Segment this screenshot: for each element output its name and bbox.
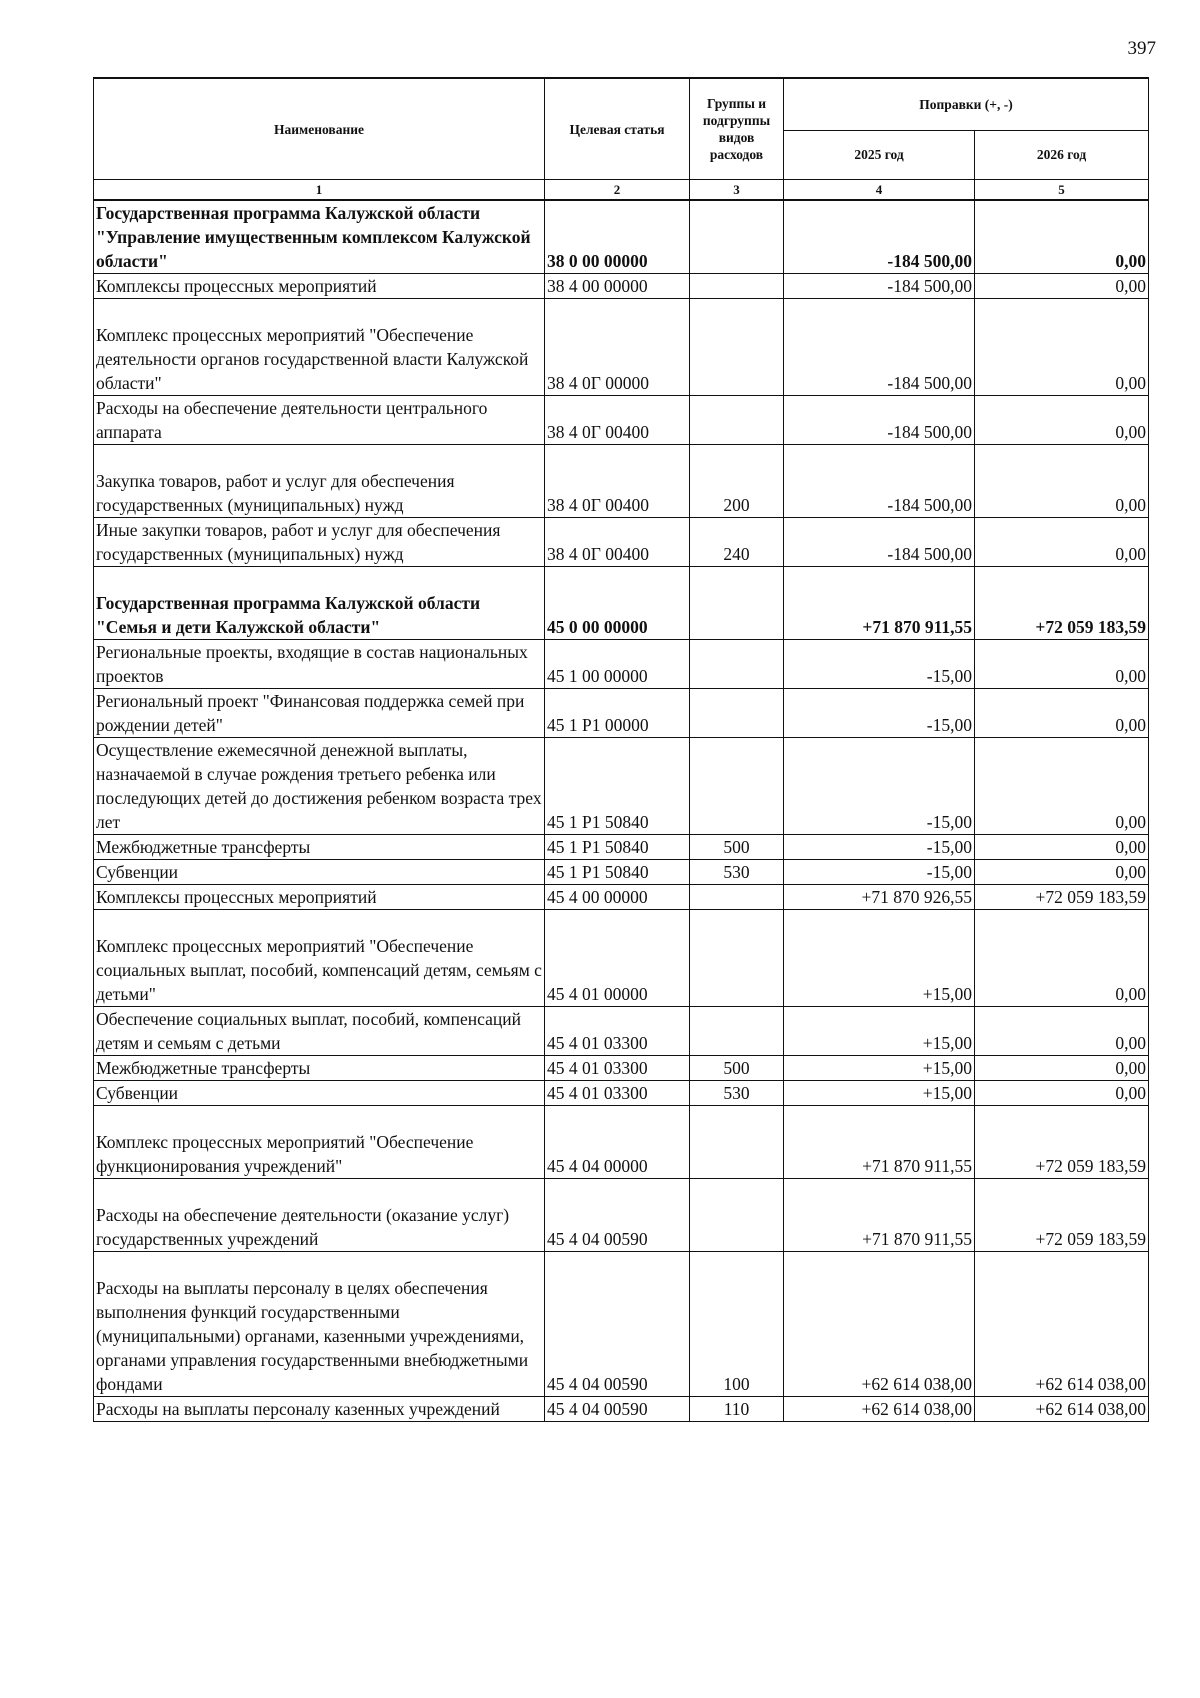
row-name: Комплексы процессных мероприятий (94, 274, 545, 299)
table-row (94, 567, 1149, 640)
table-row (94, 200, 1149, 274)
row-expense-group (690, 738, 784, 835)
row-amount-2025: -15,00 (784, 640, 975, 689)
table-row (94, 1007, 1149, 1056)
row-amount-2025: +71 870 911,55 (784, 1179, 975, 1252)
row-expense-group: 530 (690, 1081, 784, 1106)
row-name: Межбюджетные трансферты (94, 835, 545, 860)
row-expense-group: 110 (690, 1397, 784, 1422)
row-amount-2025: +15,00 (784, 1056, 975, 1081)
row-target-code: 45 4 04 00590 (545, 1179, 690, 1252)
row-name: Расходы на обеспечение деятельности (оказание услуг) государственных учреждений (94, 1179, 545, 1252)
row-expense-group: 240 (690, 518, 784, 567)
row-amount-2025: +62 614 038,00 (784, 1252, 975, 1397)
row-amount-2025: +71 870 911,55 (784, 567, 975, 640)
row-amount-2025: -184 500,00 (784, 274, 975, 299)
table-row (94, 274, 1149, 299)
row-amount-2025: -15,00 (784, 835, 975, 860)
table-row (94, 1252, 1149, 1397)
row-name: Обеспечение социальных выплат, пособий, компенсаций детям и семьям с детьми (94, 1007, 545, 1056)
row-target-code: 45 1 Р1 50840 (545, 835, 690, 860)
row-amount-2025: -184 500,00 (784, 445, 975, 518)
column-number: 2 (545, 180, 690, 201)
row-name: Субвенции (94, 860, 545, 885)
row-expense-group (690, 910, 784, 1007)
row-amount-2026: 0,00 (975, 910, 1149, 1007)
row-amount-2025: -15,00 (784, 689, 975, 738)
row-target-code: 45 1 Р1 50840 (545, 738, 690, 835)
row-name: Иные закупки товаров, работ и услуг для обеспечения государственных (муниципальных) нужд (94, 518, 545, 567)
budget-amendments-table (93, 77, 1149, 1422)
row-amount-2026: 0,00 (975, 738, 1149, 835)
row-amount-2026: 0,00 (975, 1056, 1149, 1081)
row-expense-group (690, 689, 784, 738)
table-row (94, 738, 1149, 835)
row-expense-group: 500 (690, 835, 784, 860)
row-expense-group (690, 274, 784, 299)
row-name: Межбюджетные трансферты (94, 1056, 545, 1081)
row-amount-2026: 0,00 (975, 1007, 1149, 1056)
column-number: 5 (975, 180, 1149, 201)
row-amount-2026: +72 059 183,59 (975, 1179, 1149, 1252)
row-amount-2025: -184 500,00 (784, 299, 975, 396)
row-target-code: 38 4 0Г 00000 (545, 299, 690, 396)
table-row (94, 640, 1149, 689)
row-target-code: 38 4 0Г 00400 (545, 518, 690, 567)
row-amount-2026: 0,00 (975, 299, 1149, 396)
row-target-code: 45 4 01 03300 (545, 1007, 690, 1056)
row-expense-group: 530 (690, 860, 784, 885)
table-row (94, 1397, 1149, 1422)
row-name: Расходы на обеспечение деятельности центрального аппарата (94, 396, 545, 445)
row-name: Региональные проекты, входящие в состав национальных проектов (94, 640, 545, 689)
row-target-code: 38 4 0Г 00400 (545, 445, 690, 518)
row-name: Расходы на выплаты персоналу казенных учреждений (94, 1397, 545, 1422)
row-expense-group (690, 885, 784, 910)
row-target-code: 38 4 0Г 00400 (545, 396, 690, 445)
column-number: 4 (784, 180, 975, 201)
row-expense-group (690, 200, 784, 274)
row-amount-2026: 0,00 (975, 1081, 1149, 1106)
row-expense-group (690, 640, 784, 689)
row-amount-2026: +72 059 183,59 (975, 885, 1149, 910)
row-amount-2026: 0,00 (975, 640, 1149, 689)
row-name: Осуществление ежемесячной денежной выплаты, назначаемой в случае рождения третьего ребенка или последующих детей до достижения ребенком возраста трех лет (94, 738, 545, 835)
table-row (94, 518, 1149, 567)
row-target-code: 45 4 04 00590 (545, 1397, 690, 1422)
row-target-code: 45 4 01 03300 (545, 1056, 690, 1081)
row-expense-group (690, 567, 784, 640)
header-amendments: Поправки (+, -) (784, 78, 1149, 130)
row-name: Расходы на выплаты персоналу в целях обеспечения выполнения функций государственными (муниципальными) органами, казенными учреждениями, органами управления государственными внебюджетными фондами (94, 1252, 545, 1397)
row-amount-2026: 0,00 (975, 860, 1149, 885)
row-amount-2025: -184 500,00 (784, 518, 975, 567)
row-amount-2026: 0,00 (975, 200, 1149, 274)
row-name: Субвенции (94, 1081, 545, 1106)
column-number: 3 (690, 180, 784, 201)
row-amount-2026: 0,00 (975, 274, 1149, 299)
row-amount-2026: +62 614 038,00 (975, 1252, 1149, 1397)
row-target-code: 45 1 00 00000 (545, 640, 690, 689)
row-target-code: 38 0 00 00000 (545, 200, 690, 274)
row-amount-2025: +71 870 926,55 (784, 885, 975, 910)
row-expense-group (690, 299, 784, 396)
row-target-code: 45 4 04 00000 (545, 1106, 690, 1179)
header-groups: Группы и подгруппы видов расходов (690, 78, 784, 180)
table-row (94, 910, 1149, 1007)
row-amount-2025: +71 870 911,55 (784, 1106, 975, 1179)
row-expense-group (690, 1106, 784, 1179)
row-expense-group: 500 (690, 1056, 784, 1081)
header-target: Целевая статья (545, 78, 690, 180)
row-name: Комплексы процессных мероприятий (94, 885, 545, 910)
table-row (94, 1081, 1149, 1106)
row-target-code: 45 1 Р1 50840 (545, 860, 690, 885)
row-amount-2026: +72 059 183,59 (975, 1106, 1149, 1179)
row-amount-2026: 0,00 (975, 396, 1149, 445)
row-amount-2025: +15,00 (784, 910, 975, 1007)
table-row (94, 299, 1149, 396)
table-row (94, 1106, 1149, 1179)
row-target-code: 45 4 01 03300 (545, 1081, 690, 1106)
table-row (94, 835, 1149, 860)
row-amount-2026: 0,00 (975, 445, 1149, 518)
header-year-2026: 2026 год (975, 130, 1149, 180)
table-row (94, 445, 1149, 518)
row-target-code: 45 1 Р1 00000 (545, 689, 690, 738)
row-target-code: 45 4 01 00000 (545, 910, 690, 1007)
row-expense-group (690, 396, 784, 445)
row-amount-2026: 0,00 (975, 518, 1149, 567)
row-amount-2025: -15,00 (784, 738, 975, 835)
row-amount-2026: 0,00 (975, 689, 1149, 738)
row-target-code: 45 4 00 00000 (545, 885, 690, 910)
row-expense-group (690, 1007, 784, 1056)
page-number: 397 (1127, 38, 1156, 59)
row-name: Закупка товаров, работ и услуг для обеспечения государственных (муниципальных) нужд (94, 445, 545, 518)
row-amount-2025: +62 614 038,00 (784, 1397, 975, 1422)
table-row (94, 396, 1149, 445)
row-target-code: 38 4 00 00000 (545, 274, 690, 299)
row-amount-2025: +15,00 (784, 1007, 975, 1056)
row-amount-2025: +15,00 (784, 1081, 975, 1106)
row-name: Региональный проект "Финансовая поддержка семей при рождении детей" (94, 689, 545, 738)
row-expense-group (690, 1179, 784, 1252)
table-row (94, 885, 1149, 910)
row-amount-2026: +72 059 183,59 (975, 567, 1149, 640)
row-name: Комплекс процессных мероприятий "Обеспечение функционирования учреждений" (94, 1106, 545, 1179)
row-expense-group: 200 (690, 445, 784, 518)
row-target-code: 45 0 00 00000 (545, 567, 690, 640)
table-body (94, 200, 1149, 1422)
row-name: Комплекс процессных мероприятий "Обеспечение социальных выплат, пособий, компенсаций детям, семьям с детьми" (94, 910, 545, 1007)
table-row (94, 689, 1149, 738)
row-amount-2025: -15,00 (784, 860, 975, 885)
table-row (94, 1056, 1149, 1081)
header-year-2025: 2025 год (784, 130, 975, 180)
row-amount-2025: -184 500,00 (784, 200, 975, 274)
row-name: Государственная программа Калужской области "Семья и дети Калужской области" (94, 567, 545, 640)
row-amount-2025: -184 500,00 (784, 396, 975, 445)
row-amount-2026: 0,00 (975, 835, 1149, 860)
row-expense-group: 100 (690, 1252, 784, 1397)
column-number: 1 (94, 180, 545, 201)
row-amount-2026: +62 614 038,00 (975, 1397, 1149, 1422)
row-name: Комплекс процессных мероприятий "Обеспечение деятельности органов государственной власти Калужской области" (94, 299, 545, 396)
table-row (94, 860, 1149, 885)
row-name: Государственная программа Калужской области "Управление имущественным комплексом Калужской области" (94, 200, 545, 274)
row-target-code: 45 4 04 00590 (545, 1252, 690, 1397)
table-row (94, 1179, 1149, 1252)
header-name: Наименование (94, 78, 545, 180)
